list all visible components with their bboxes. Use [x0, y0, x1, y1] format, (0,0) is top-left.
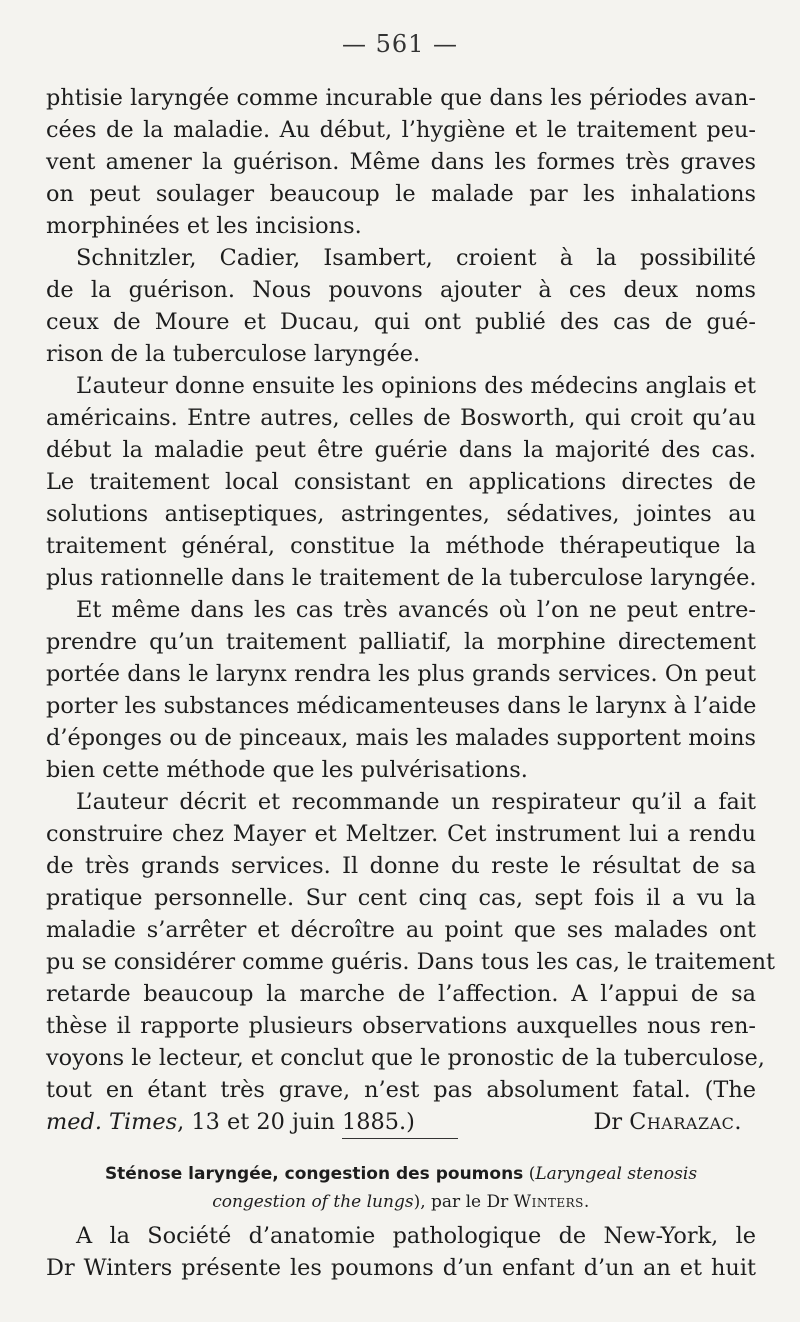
english-title-a: Laryngeal stenosis	[535, 1164, 698, 1184]
text-line: bien cette méthode que les pulvérisations.	[46, 757, 528, 783]
subtitle-close: ),	[413, 1192, 426, 1212]
english-title-b: congestion of the lungs	[212, 1192, 414, 1212]
text-line: A la Société d’anatomie pathologique de New-York, le	[76, 1223, 756, 1249]
text-line: voyons le lecteur, et conclut que le pronostic de la tuberculose,	[46, 1045, 765, 1071]
signature-line	[46, 1106, 756, 1138]
text-line: porter les substances médicamenteuses dans le larynx à l’aide	[46, 693, 757, 719]
text-line: phtisie laryngée comme incurable que dans les périodes avan-	[46, 85, 756, 111]
text-line: Dr Winters présente les poumons d’un enfant d’un an et huit	[46, 1255, 756, 1281]
text-line: prendre qu’un traitement palliatif, la morphine directement	[46, 629, 756, 655]
text-line: L’auteur décrit et recommande un respirateur qu’il a fait	[76, 789, 756, 815]
author-prefix: Dr	[593, 1109, 623, 1135]
text-line: d’éponges ou de pinceaux, mais les malades supportent moins	[46, 725, 756, 751]
text-line: début la maladie peut être guérie dans la majorité des cas.	[46, 437, 756, 463]
text-line: retarde beaucoup la marche de l’affection. A l’appui de sa	[46, 981, 756, 1007]
text-line: L’auteur donne ensuite les opinions des médecins anglais et	[76, 373, 756, 399]
text-line: Schnitzler, Cadier, Isambert, croient à la possibilité	[76, 245, 756, 271]
text-line: Et même dans les cas très avancés où l’on ne peut entre-	[76, 597, 756, 623]
text-line: solutions antiseptiques, astringentes, sédatives, jointes au	[46, 501, 756, 527]
heading-author-prefix: Dr	[486, 1192, 509, 1212]
text-line: pu se considérer comme guéris. Dans tous les cas, le traitement	[46, 949, 775, 975]
text-line: tout en étant très grave, n’est pas absolument fatal. (The	[46, 1077, 756, 1103]
text-line: on peut soulager beaucoup le malade par les inhalations	[46, 181, 756, 207]
article-title: Sténose laryngée, congestion des poumons	[104, 1164, 524, 1184]
text-line: maladie s’arrêter et décroître au point que ses malades ont	[46, 917, 756, 943]
text-line: rison de la tuberculose laryngée.	[46, 341, 421, 367]
article-heading	[46, 1160, 756, 1216]
citation-journal: med. Times	[46, 1109, 178, 1135]
text-line: américains. Entre autres, celles de Bosworth, qui croit qu’au	[46, 405, 756, 431]
text-line: de la guérison. Nous pouvons ajouter à ces deux noms	[46, 277, 756, 303]
text-line: morphinées et les incisions.	[46, 213, 362, 239]
heading-author-name: Winters.	[513, 1192, 590, 1212]
text-line: pratique personnelle. Sur cent cinq cas, sept fois il a vu la	[46, 885, 756, 911]
text-line: thèse il rapporte plusieurs observations auxquelles nous ren-	[46, 1013, 756, 1039]
page-number: — 561 —	[341, 30, 459, 58]
final-paragraph	[46, 1220, 756, 1284]
citation-date: , 13 et 20 juin 1885.)	[177, 1109, 415, 1135]
body-text	[46, 82, 775, 1138]
text-line: de très grands services. Il donne du reste le résultat de sa	[46, 853, 756, 879]
text-line: ceux de Moure et Ducau, qui ont publié des cas de gué-	[46, 309, 756, 335]
text-line: vent amener la guérison. Même dans les formes très graves	[46, 149, 756, 175]
text-line: portée dans le larynx rendra les plus grands services. On peut	[46, 661, 756, 687]
subtitle-open: (	[528, 1164, 536, 1184]
citation	[46, 1106, 415, 1138]
section-divider	[342, 1138, 458, 1139]
by-text: par le	[431, 1192, 482, 1212]
text-line: traitement général, constitue la méthode thérapeutique la	[46, 533, 756, 559]
text-line: plus rationnelle dans le traitement de la tuberculose laryngée.	[46, 565, 757, 591]
author-name: Charazac.	[629, 1109, 742, 1135]
author-signature	[593, 1106, 756, 1138]
text-line: construire chez Mayer et Meltzer. Cet instrument lui a rendu	[46, 821, 756, 847]
text-line: cées de la maladie. Au début, l’hygiène et le traitement peu-	[46, 117, 756, 143]
text-line: Le traitement local consistant en applications directes de	[46, 469, 756, 495]
